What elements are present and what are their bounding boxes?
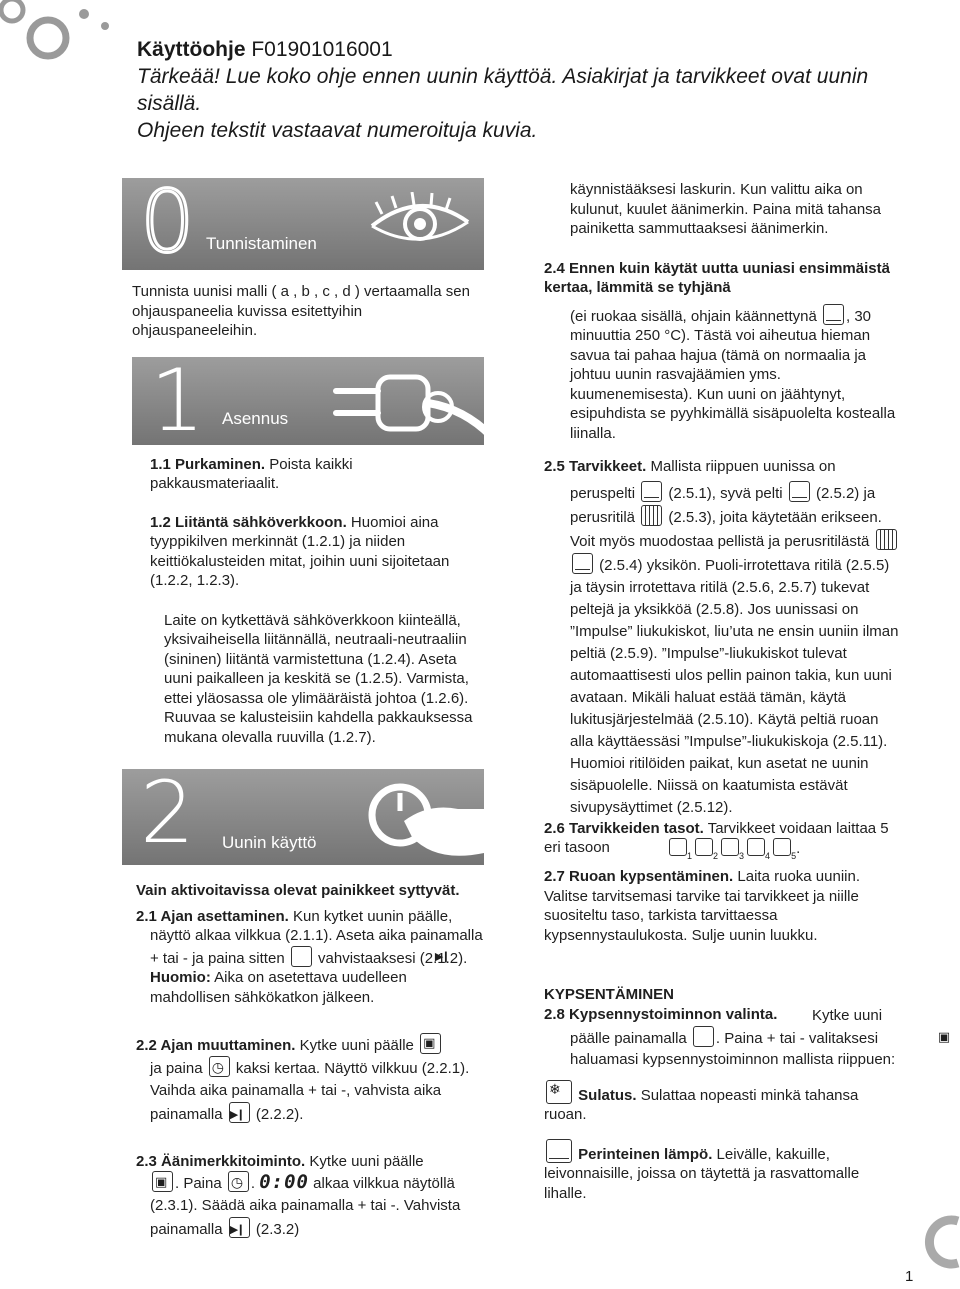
power-button-icon (420, 1033, 441, 1054)
section-2-3-continued: käynnistääksesi laskurin. Kun valittu aika on kulunut, kuulet äänimerkin. Paina mitä tahansa painiketta sammuttaaksesi äänimerkin. (570, 181, 882, 237)
document-header (137, 36, 897, 144)
eye-icon (368, 192, 472, 248)
section-title: Tunnistaminen (206, 234, 317, 253)
section-2-1-text: Kun kytket uunin päälle, näyttö alkaa vilkkua (2.1.1). Aseta aika painamalla + tai - ja paina sitten ▶❙ vahvistaaksesi (2.1.2). (122, 907, 484, 969)
conventional-heat-function: Perinteinen lämpö. Leivälle, kakuille, leivonnaisille, joissa on täytettä ja rasvattomalle lihalle. (544, 1139, 904, 1204)
section-banner-identify (122, 172, 484, 272)
section-1-1: 1.1 Purkaminen. Poista kaikki pakkausmateriaalit. (150, 455, 353, 492)
section-2-8-text: Kytke uuni päälle painamalla ▣ . Paina + tai - valitaksesi haluamasi kypsennystoiminnon mallista riippuen: (544, 1005, 904, 1070)
timer-display: 0:00 (259, 1171, 309, 1193)
section-number: 2 (140, 763, 195, 863)
section-title: Asennus (222, 408, 289, 428)
section-title: Uunin käyttö (222, 833, 317, 852)
section-2-7: 2.7 Ruoan kypsentäminen. Laita ruoka uuniin. Valitse tarvitsemasi tarvike tai tarvikkeet ja niille suositeltu taso, tarkista tarvittaessa kypsennystaulukosta. Sulje uunin luukku. (544, 868, 860, 944)
confirm-button-icon (291, 946, 312, 967)
right-column (544, 180, 904, 1203)
knob-hand-icon (366, 779, 484, 859)
shelf-level-icon (695, 838, 713, 856)
section-2-4-heading: 2.4 Ennen kuin käytät uutta uuniasi ensimmäistä kertaa, lämmitä se tyhjänä (544, 259, 890, 296)
section-number: 0 (140, 172, 195, 272)
section-2-5-text: peruspelti (2.5.1), syvä pelti (2.5.2) ja perusritilä (2.5.3), joita käytetään erikseen. Voit myös muodostaa pellistä ja perusritilästä (2.5.4) yksikön. Puoli-irrotettava ritilä (2.5.5) ja täysin irrotettava ritilä (2.5.6, 2.5.7) tukevat peltejä ja yksikköä (2.5.8). Jos uunissasi on ”Impulse” liukukiskot, liu’uta ne ensin uuniin ilman peltiä (2.5.9). ”Impulse”-liukukiskot tulevat automaattisesti ulos pellin painon takia, kun uuni avataan. Mikäli haluat estää tämän, käytä lukitusjärjestelmää (2.5.10). Käytä peltiä ruoan alla käyttäessäsi ”Impulse”-liukukiskoja (2.5.11). Huomioi ritilöiden paikat, kun asetat ne uunin sisäpuolelle. Niissä on kaatumista estävät sivupysäyttimet (2.5.12). (544, 481, 904, 819)
deep-tray-icon (789, 481, 810, 502)
numbering-notice: Ohjeen tekstit vastaavat numeroituja kuvia. (137, 119, 538, 142)
active-buttons-note: Vain aktivoitavissa olevat painikkeet syttyvät. (136, 882, 460, 899)
section-2-3-text: ▣. Paina ◷ . 0:00 alkaa vilkkua näytöllä (2.3.1). Säädä aika painamalla + tai -. Vahvista painamalla ▶❙ (2.3.2) (122, 1171, 484, 1241)
shelf-levels: $_1$ $_2$ $_3$ $_4$ $_5$. (544, 838, 904, 867)
section-number: 1 (150, 350, 205, 451)
section-2-8: 2.8 Kypsennystoiminnon valinta. (544, 1005, 778, 1023)
corner-decoration (0, 0, 130, 70)
plug-icon (326, 369, 494, 439)
section-2-1: 2.1 Ajan asettaminen. (136, 907, 289, 925)
clock-button-icon (228, 1171, 249, 1192)
clock-button-icon (209, 1056, 230, 1077)
section-banner-install (132, 350, 484, 451)
cooking-heading: KYPSENTÄMINEN (544, 986, 675, 1003)
power-button-icon (152, 1171, 173, 1192)
section-2-6: 2.6 Tarvikkeiden tasot. Tarvikkeet voidaan laittaa 5 eri tasoon (544, 819, 889, 856)
conventional-heat-icon (546, 1139, 572, 1163)
wire-rack-icon (876, 529, 897, 550)
section-2-2: 2.2 Ajan muuttaminen. Kytke uuni päälle ▣ (136, 1033, 484, 1056)
confirm-button-icon (229, 1217, 250, 1238)
corner-decoration (910, 1209, 960, 1289)
section-2-4-text: (ei ruokaa sisällä, ohjain käännettynä , 30 minuuttia 250 °C). Tästä voi aiheutua hieman savua tai pahaa hajua (tämä on normaalia ja johtuu uunin rasvajäämien yms. kuumenemisesta). Kun uuni on jäähtynyt, esipuhdista se pyyhkimällä sisäpuolelta kostealla liinalla. (544, 304, 904, 444)
baking-tray-icon (641, 481, 662, 502)
page-number: 1 (905, 1268, 914, 1285)
shelf-level-icon (669, 838, 687, 856)
shelf-level-icon (773, 838, 791, 856)
section-2-3: 2.3 Äänimerkkitoiminto. Kytke uuni päälle (136, 1152, 424, 1170)
section-1-2-connection-text: Laite on kytkettävä sähköverkkoon kiinteällä, yksivaiheisella liitännällä, neutraali-neutraaliin (sininen) liitäntä varmistettuna (1.2.4). Aseta uuni paikalleen ja keskitä se (1.2.5). Varmista, ettei yläosassa ole ylimääräistä johtoa (1.2.6). Ruuvaa se kalusteisiin kahdella pakkauksessa mukana olevalla ruuvilla (1.2.7). (164, 611, 473, 746)
identify-text: Tunnista uunisi malli ( a , b , c , d ) vertaamalla sen ohjauspaneelia kuvissa esitettyihin ohjauspaneeleihin. (132, 283, 470, 339)
shelf-level-icon (747, 838, 765, 856)
section-2-5: 2.5 Tarvikkeet. Mallista riippuen uunissa on (544, 458, 836, 475)
document-title: Käyttöohje F01901016001 (137, 38, 393, 61)
section-2-1-note: Huomio: Aika on asetettava uudelleen mahdollisen sähkökatkon jälkeen. (150, 969, 407, 1006)
confirm-button-icon (229, 1102, 250, 1123)
power-button-icon (693, 1026, 714, 1047)
section-banner-usage (122, 763, 484, 865)
defrost-function: ❄ Sulatus. Sulattaa nopeasti minkä tahansa ruoan. (544, 1080, 904, 1125)
function-off-icon (823, 304, 844, 325)
shelf-level-icon (721, 838, 739, 856)
wire-rack-icon (641, 505, 662, 526)
defrost-icon (546, 1080, 572, 1104)
baking-tray-icon (572, 553, 593, 574)
left-column (122, 172, 484, 1241)
section-2-2-text: ja paina ◷ kaksi kertaa. Näyttö vilkkuu (2.2.1). Vaihda aika painamalla + tai -, vahvista aika painamalla ▶❙ (2.2.2). (122, 1056, 484, 1126)
section-1-2: 1.2 Liitäntä sähköverkkoon. Huomioi aina tyyppikilven merkinnät (1.2.1) ja niiden keittiökalusteiden mitat, joihin uuni sijoitetaan (1.2.2, 1.2.3). (150, 513, 450, 589)
important-notice: Tärkeää! Lue koko ohje ennen uunin käyttöä. Asiakirjat ja tarvikkeet ovat uunin sisällä. (137, 65, 869, 115)
